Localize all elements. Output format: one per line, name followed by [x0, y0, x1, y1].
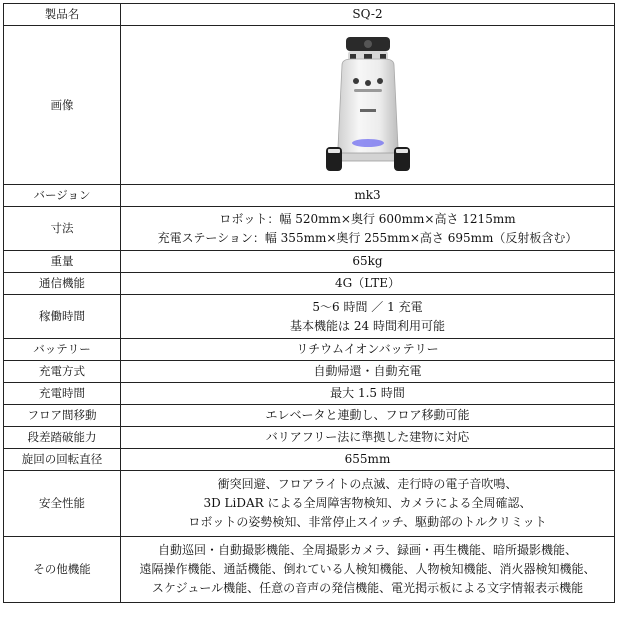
value-line: スケジュール機能、任意の音声の発信機能、電光掲示板による文字情報表示機能 [151, 581, 584, 595]
row-value-turning-diameter [121, 449, 615, 471]
table-row [4, 26, 615, 185]
value-line: SQ-2 [352, 7, 383, 21]
value-line: バリアフリー法に準拠した建物に対応 [265, 430, 470, 444]
row-value-safety [121, 471, 615, 537]
value-line: 衝突回避、フロアライトの点滅、走行時の電子音吹鳴、 [217, 477, 518, 491]
row-label-weight: 重量 [4, 251, 121, 273]
table-row [4, 427, 615, 449]
table-row [4, 295, 615, 339]
row-label-floor-movement: フロア間移動 [4, 405, 121, 427]
value-line: 最大 1.5 時間 [330, 386, 405, 400]
table-row [4, 339, 615, 361]
table-row [4, 383, 615, 405]
table-row [4, 207, 615, 251]
table-row [4, 405, 615, 427]
row-label-safety: 安全性能 [4, 471, 121, 537]
row-value-battery [121, 339, 615, 361]
table-row [4, 185, 615, 207]
row-label-communication: 通信機能 [4, 273, 121, 295]
value-line: 充電ステーション：幅 355mm×奥行 255mm×高さ 695mm（反射板含む） [157, 230, 578, 245]
row-label-step-climbing: 段差踏破能力 [4, 427, 121, 449]
value-line: 655mm [344, 452, 391, 466]
value-line: 3D LiDAR による全周障害物検知、カメラによる全周確認、 [203, 496, 532, 510]
row-value-charging-time [121, 383, 615, 405]
row-value-floor-movement [121, 405, 615, 427]
table-row [4, 273, 615, 295]
value-line: ロボット：幅 520mm×奥行 600mm×高さ 1215mm [219, 211, 516, 226]
value-line: 遠隔操作機能、通話機能、倒れている人検知機能、人物検知機能、消火器検知機能、 [139, 562, 596, 576]
row-value-image [121, 26, 615, 185]
spec-table-body [4, 4, 615, 603]
value-line: 4G（LTE） [335, 276, 400, 290]
row-value-step-climbing [121, 427, 615, 449]
table-row [4, 361, 615, 383]
value-line: 65kg [352, 254, 383, 268]
table-row [4, 537, 615, 603]
value-line: 5～6 時間 ／ 1 充電 [312, 299, 423, 314]
row-label-other-functions: その他機能 [4, 537, 121, 603]
table-row [4, 449, 615, 471]
robot-illustration [308, 35, 428, 175]
row-value-other-functions [121, 537, 615, 603]
robot-photo [125, 35, 610, 175]
value-line: 自動帰還・自動充電 [313, 364, 422, 378]
row-label-product-name: 製品名 [4, 4, 121, 26]
table-row [4, 4, 615, 26]
table-row [4, 251, 615, 273]
spec-table [3, 3, 615, 603]
row-label-dimensions: 寸法 [4, 207, 121, 251]
row-value-weight [121, 251, 615, 273]
row-value-product-name [121, 4, 615, 26]
row-label-image: 画像 [4, 26, 121, 185]
value-line: mk3 [354, 188, 381, 202]
row-label-charging-method: 充電方式 [4, 361, 121, 383]
value-line: リチウムイオンバッテリー [296, 342, 439, 356]
row-label-operating-time: 稼働時間 [4, 295, 121, 339]
row-value-operating-time [121, 295, 615, 339]
row-value-charging-method [121, 361, 615, 383]
value-line: 基本機能は 24 時間利用可能 [290, 318, 445, 333]
row-value-communication [121, 273, 615, 295]
value-line: エレベータと連動し、フロア移動可能 [265, 408, 470, 422]
value-line: ロボットの姿勢検知、非常停止スイッチ、駆動部のトルクリミット [188, 515, 547, 529]
row-label-charging-time: 充電時間 [4, 383, 121, 405]
table-row [4, 471, 615, 537]
row-label-battery: バッテリー [4, 339, 121, 361]
row-value-version [121, 185, 615, 207]
row-label-version: バージョン [4, 185, 121, 207]
row-label-turning-diameter: 旋回の回転直径 [4, 449, 121, 471]
value-line: 自動巡回・自動撮影機能、全周撮影カメラ、録画・再生機能、暗所撮影機能、 [157, 543, 578, 557]
row-value-dimensions [121, 207, 615, 251]
